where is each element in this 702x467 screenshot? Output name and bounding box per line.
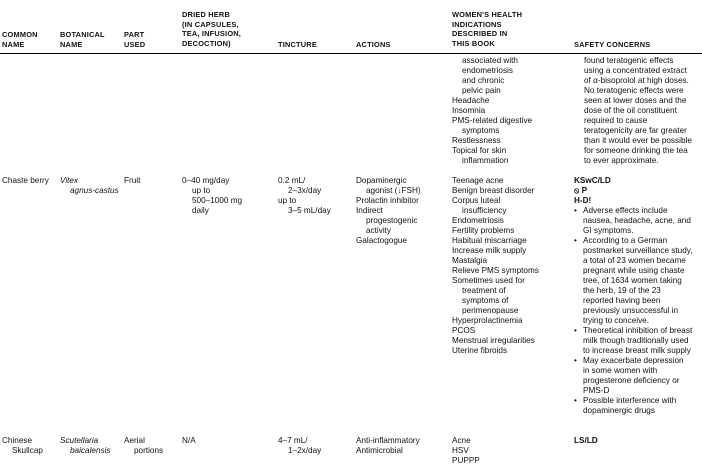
indication: HSV [452,446,469,455]
header-text: THIS BOOK [452,38,495,48]
skullcap-common-name [2,436,43,456]
safety-text: trying to conceive. [583,316,649,325]
indication: Sometimes used for [452,276,525,285]
dose: 0–40 mg/day [182,176,230,185]
indication: pelvic pain [462,86,501,95]
safety-bullet [574,396,693,416]
botanical-name: Vitex [60,176,79,185]
safety-text: required to cause [584,116,648,125]
header-safety-concerns [574,40,650,50]
safety-text: • Possible interference with [583,396,677,405]
indication: Restlessness [452,136,501,145]
indication: and chronic [462,76,505,85]
safety-text: • Theoretical inhibition of breast [583,326,693,335]
indication: symptoms of [462,296,509,305]
safety-text: in some women with [583,366,658,375]
safety-bullet [574,356,693,396]
indication: Acne [452,436,471,445]
header-botanical-name [60,30,105,49]
chaste-berry-dried-herb [182,176,242,216]
skullcap-dried-herb [182,436,196,446]
safety-text: milk though traditionally used [583,336,689,345]
safety-text: • May exacerbate depression [583,356,684,365]
safety-text: dopaminergic drugs [583,406,655,415]
safety-bullet [574,206,693,236]
action: Dopaminergic [356,176,407,185]
indication: Habitual miscarriage [452,236,527,245]
dose: 1–2x/day [288,446,322,455]
dose: 2–3x/day [288,186,322,195]
action: progestogenic [366,216,418,225]
safety-code: LS/LD [574,436,598,445]
indication: Insomnia [452,106,486,115]
chaste-berry-common-name [2,176,49,186]
safety-bullet [574,236,693,326]
header-text: SAFETY CONCERNS [574,40,651,49]
indication: Fertility problems [452,226,515,235]
botanical-name: Scutellaria [60,436,99,445]
safety-text: to increase breast milk supply [583,346,691,355]
action: Anti-inflammatory [356,436,420,445]
header-text: ACTIONS [356,40,391,49]
indication: insufficiency [462,206,507,215]
safety-text: a total of 23 women became [583,256,686,265]
header-text: NAME [2,39,25,49]
indication: Corpus luteal [452,196,501,205]
indication: Headache [452,96,490,105]
common-name: Chinese [2,436,33,445]
chaste-berry-part-used [124,176,140,186]
indication: Uterine fibroids [452,346,508,355]
skullcap-tincture [278,436,321,456]
safety-text: • According to a German [583,236,668,245]
dose: daily [192,206,209,215]
safety-text: progesterone deficiency or [583,376,680,385]
chaste-berry-botanical-name [60,176,119,196]
safety-code: H-D! [574,196,592,205]
safety-text: teratogenicity are far greater [584,126,687,135]
header-actions [356,40,391,50]
skullcap-safety [574,436,598,446]
dose: 500–1000 mg [192,196,243,205]
action: Indirect [356,206,383,215]
action: Galactogogue [356,236,407,245]
action: Prolactin inhibitor [356,196,419,205]
action: Antimicrobial [356,446,403,455]
header-text: TINCTURE [278,40,317,49]
header-text: USED [124,39,146,49]
header-indications [452,10,522,48]
safety-text: than it would ever be possible [584,136,692,145]
dose: N/A [182,436,196,445]
skullcap-indications [452,436,480,466]
header-text: PART [124,30,145,39]
safety-bullet [574,326,693,356]
dose: 0.2 mL/ [278,176,306,185]
safety-text: pregnant while using chaste [583,266,685,275]
botanical-name: agnus-castus [70,186,119,195]
indication: Mastalgia [452,256,488,265]
dose: up to [192,186,211,195]
safety-text: tree, of 1634 women taking [583,276,682,285]
skullcap-botanical-name [60,436,111,456]
indication: Teenage acne [452,176,504,185]
indication: Relieve PMS symptoms [452,266,539,275]
header-common-name [2,30,38,49]
safety-text: for someone drinking the tea [584,146,688,155]
skullcap-part-used [124,436,163,456]
indication: Increase milk supply [452,246,527,255]
chaste-berry-indications [452,176,539,356]
indication: Benign breast disorder [452,186,535,195]
header-rule [0,53,702,54]
continued-safety [574,56,692,166]
common-name: Skullcap [12,446,43,455]
indication: treatment of [462,286,506,295]
dose: up to [278,196,297,205]
indication: symptoms [462,126,500,135]
indication: Hyperprolactinemia [452,316,523,325]
part-used: Aerial [124,436,145,445]
indication: PUPPP [452,456,480,465]
action: agonist (↓FSH) [366,186,421,195]
indication: PCOS [452,326,476,335]
header-text: INDICATIONS [452,19,502,29]
header-text: BOTANICAL [60,30,105,39]
safety-text: found teratogenic effects [584,56,674,65]
indication: perimenopause [462,306,519,315]
safety-text: to ever approximate. [584,156,659,165]
chaste-berry-actions [356,176,421,246]
indication: Endometriosis [452,216,504,225]
indication: inflammation [462,156,509,165]
safety-text: No teratogenic effects were [584,86,684,95]
safety-text: dose of the oil constituent [584,106,677,115]
indication: associated with [462,56,518,65]
header-text: DRIED HERB [182,10,230,19]
header-tincture [278,40,317,50]
header-text: DESCRIBED IN [452,29,508,39]
part-used: Fruit [124,176,141,185]
safety-text: previously unsuccessful in [583,306,679,315]
safety-text: nausea, headache, acne, and [583,216,691,225]
safety-text: • Adverse effects include [583,206,668,215]
safety-text: of α-bisoprolol at high doses. [584,76,689,85]
header-part-used [124,30,145,49]
header-dried-herb [182,10,241,48]
action: activity [366,226,392,235]
safety-text: seen at lower doses and the [584,96,687,105]
safety-text: using a concentrated extract [584,66,687,75]
indication: PMS-related digestive [452,116,533,125]
header-text: COMMON [2,30,38,39]
continued-indications [452,56,532,166]
botanical-name: baicalensis [70,446,111,455]
safety-code: KSwC/LD [574,176,611,185]
safety-text: the herb, 19 of the 23 [583,286,661,295]
common-name: Chaste berry [2,176,49,185]
safety-code-pregnancy-icon: ⦸ P [574,186,588,195]
header-text: (IN CAPSULES, [182,19,239,29]
dose: 4–7 mL/ [278,436,308,445]
safety-text: reported having been [583,296,661,305]
dose: 3–5 mL/day [288,206,331,215]
skullcap-actions [356,436,420,456]
safety-text: postmarket surveillance study, [583,246,693,255]
safety-text: PMS-D [583,386,610,395]
header-text: WOMEN'S HEALTH [452,10,523,19]
indication: Topical for skin [452,146,507,155]
part-used: portions [134,446,164,455]
indication: endometriosis [462,66,513,75]
indication: Menstrual irregularities [452,336,535,345]
safety-text: GI symptoms. [583,226,634,235]
header-text: TEA, INFUSION, [182,29,242,39]
chaste-berry-tincture [278,176,331,216]
header-text: DECOCTION) [182,38,231,48]
chaste-berry-safety [574,176,693,416]
header-text: NAME [60,39,83,49]
